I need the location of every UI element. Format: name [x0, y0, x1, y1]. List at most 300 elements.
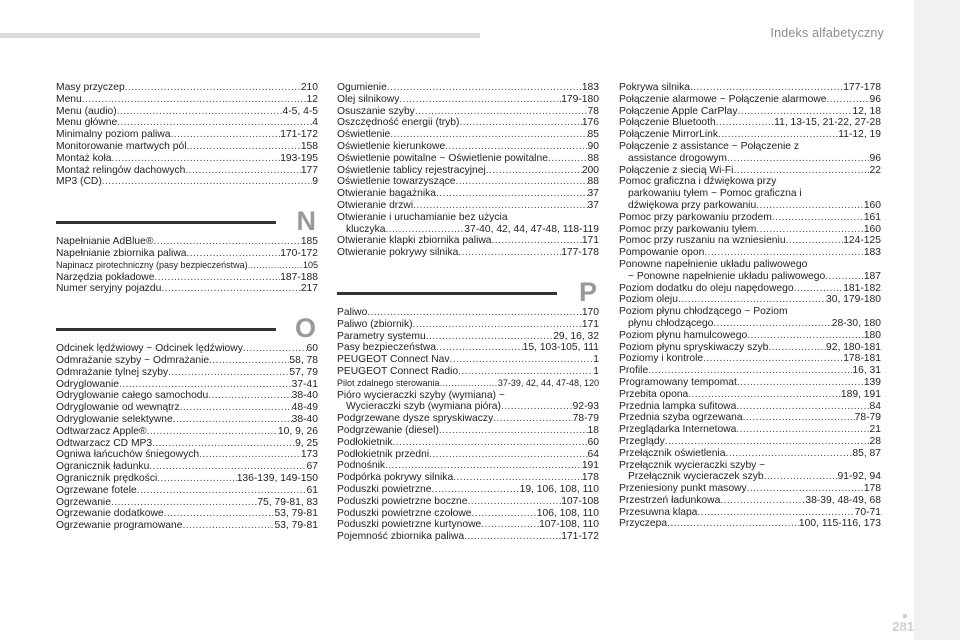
dot-leader — [718, 129, 838, 141]
index-entry-pages: 61 — [306, 484, 318, 496]
index-entry[interactable] — [337, 247, 599, 259]
index-entry[interactable] — [337, 531, 599, 543]
index-entry-pages: 1 — [593, 354, 599, 366]
index-entry-term: Odryglowanie całego samochodu — [56, 390, 209, 402]
index-entry-pages: 191 — [581, 460, 599, 472]
index-entry[interactable] — [337, 82, 599, 94]
index-entry[interactable] — [56, 236, 318, 248]
dot-leader — [786, 235, 844, 247]
index-entry-pages: 210 — [300, 82, 318, 93]
index-entry[interactable] — [56, 260, 318, 272]
index-entry-pages: 160 — [863, 223, 881, 235]
index-entry-term: Odmrażanie szyby ~ Odmrażanie — [56, 354, 210, 366]
index-entry-pages: 12, 18 — [852, 105, 881, 117]
index-entry-term: Montaż koła — [56, 152, 112, 164]
index-entry-term: kluczyka — [346, 223, 386, 235]
index-entry-term: Połączenie alarmowe ~ Połączenie alarmowe — [619, 93, 827, 105]
side-tab — [914, 0, 960, 640]
dot-leader — [727, 153, 870, 165]
index-entry[interactable] — [56, 520, 318, 532]
index-entry-pages: 48-49 — [291, 402, 318, 414]
index-entry-pages: 170-172 — [280, 247, 318, 259]
index-entry[interactable] — [619, 436, 881, 448]
index-entry-pages: 171 — [581, 235, 599, 247]
index-entry[interactable] — [619, 165, 881, 177]
index-entry-pages: 200 — [581, 164, 599, 176]
index-entry-pages: 177-178 — [561, 247, 599, 259]
index-entry-term: Numer seryjny pojazdu — [56, 283, 162, 295]
dot-leader — [426, 331, 553, 343]
index-entry-pages: 136-139, 149-150 — [236, 472, 318, 484]
index-entry[interactable] — [619, 82, 881, 94]
index-entry[interactable] — [337, 425, 599, 437]
index-entry-pages: 78-79 — [854, 412, 881, 424]
index-entry[interactable] — [619, 212, 881, 224]
dot-leader — [756, 224, 863, 236]
index-entry-term: Ogniwa łańcuchów śniegowych — [56, 449, 200, 461]
index-entry-pages: 193-195 — [280, 152, 318, 164]
index-entry[interactable] — [337, 437, 599, 449]
index-column-1 — [56, 82, 318, 532]
index-entry-pages: 179-180 — [561, 93, 599, 105]
section-rule — [337, 292, 557, 295]
index-entry[interactable] — [337, 106, 599, 118]
dot-leader — [756, 200, 864, 212]
index-entry[interactable] — [56, 414, 318, 426]
index-entry-term: Profile — [619, 365, 649, 377]
dot-leader — [548, 153, 588, 165]
index-column-3 — [619, 82, 881, 530]
index-entry-term: Poziom płynu spryskiwaczy szyb — [619, 341, 769, 353]
index-entry-pages: 177 — [300, 164, 318, 176]
index-entry-term: Odcinek lędźwiowy ~ Odcinek lędźwiowy — [56, 343, 243, 355]
index-entry-term: Odmrażanie tylnej szyby — [56, 366, 169, 378]
dot-leader — [445, 141, 587, 153]
dot-leader — [455, 176, 587, 188]
index-entry[interactable] — [619, 330, 881, 342]
index-entry-pages: 187 — [863, 270, 881, 282]
index-entry-pages: 19, 106, 108, 110 — [519, 483, 599, 495]
index-entry[interactable] — [337, 319, 599, 331]
index-entry-pages: 78-79 — [572, 413, 599, 425]
index-entry[interactable] — [619, 483, 881, 495]
index-entry-term: Pomoc przy parkowaniu tyłem — [619, 223, 757, 235]
dot-leader — [125, 82, 301, 94]
index-entry-term: Połączenie MirrorLink — [619, 129, 719, 141]
index-entry-term: Programowany tempomat — [619, 376, 737, 388]
index-entry[interactable] — [337, 200, 599, 212]
dot-leader — [716, 117, 774, 129]
index-entry-term: płynu chłodzącego — [628, 317, 714, 329]
index-entry-term: Oświetlenie kierunkowe — [337, 140, 446, 152]
index-entry-pages: 38-40 — [291, 413, 318, 425]
index-entry[interactable] — [56, 106, 318, 118]
index-entry-term: Otwieranie bagażnika — [337, 188, 437, 200]
index-entry-pages: 78 — [587, 105, 599, 117]
index-entry-pages: 160 — [863, 199, 881, 211]
index-entry-term: Podgrzewanie (diesel) — [337, 424, 439, 436]
index-entry-pages: 37-39, 42, 44, 47-48, 120 — [497, 377, 599, 388]
index-entry-term: PEUGEOT Connect Nav — [337, 354, 450, 366]
dot-leader — [768, 342, 826, 354]
index-entry[interactable] — [337, 141, 599, 153]
index-entry[interactable] — [337, 188, 599, 200]
index-entry[interactable] — [56, 379, 318, 391]
index-entry[interactable] — [619, 283, 881, 295]
index-entry-term: dźwiękowa przy parkowaniu — [628, 199, 757, 211]
index-entry[interactable] — [56, 461, 318, 473]
index-entry-pages: 183 — [863, 247, 881, 259]
index-entry-term: Paliwo (zbiornik) — [337, 318, 413, 330]
index-entry-term: Parametry systemu — [337, 330, 426, 342]
index-entry[interactable] — [56, 141, 318, 153]
index-entry-pages: 60 — [306, 343, 318, 355]
index-entry-pages: 183 — [581, 82, 599, 93]
index-entry[interactable] — [56, 508, 318, 520]
dot-leader — [186, 141, 300, 153]
index-entry[interactable] — [337, 153, 599, 165]
dot-leader — [157, 473, 236, 485]
index-entry[interactable] — [619, 224, 881, 236]
dot-leader — [102, 176, 313, 188]
dot-leader — [464, 531, 561, 543]
index-entry-pages: 178-181 — [843, 353, 881, 365]
index-entry-term: Przełącznik wycieraczek szyb — [628, 471, 764, 483]
index-entry-term: Połączenie Bluetooth — [619, 117, 716, 129]
index-entry-term: Pilot zdalnego sterowania — [337, 377, 440, 388]
dot-leader — [736, 424, 869, 436]
index-entry[interactable] — [337, 484, 599, 496]
index-entry-pages: 22 — [869, 164, 881, 176]
index-entry[interactable] — [619, 235, 881, 247]
index-entry-pages: 53, 79-81 — [274, 508, 318, 520]
index-entry[interactable] — [619, 389, 881, 401]
index-entry-pages: 171-172 — [280, 129, 318, 141]
index-entry[interactable] — [337, 460, 599, 472]
dot-leader — [738, 106, 853, 118]
index-entry-term: Podłokietnik przedni — [337, 448, 430, 460]
dot-leader — [825, 271, 864, 283]
index-entry[interactable] — [619, 153, 881, 165]
index-entry-pages: 9, 25 — [295, 437, 318, 449]
index-entry[interactable] — [337, 401, 599, 413]
dot-leader — [149, 461, 306, 473]
index-entry-term: Pasy bezpieczeństwa — [337, 342, 437, 354]
index-entry-term: Przeglądy — [619, 435, 665, 447]
index-entry[interactable] — [619, 377, 881, 389]
index-entry-term: Poduszki powietrzne boczne — [337, 495, 468, 507]
index-entry[interactable] — [56, 129, 318, 141]
index-entry-pages: 84 — [869, 400, 881, 412]
index-entry[interactable] — [337, 508, 599, 520]
index-entry-pages: 180 — [863, 329, 881, 341]
index-entry[interactable] — [619, 271, 881, 283]
index-entry-pages: 4-5, 4-5 — [282, 105, 318, 117]
dot-leader — [393, 437, 588, 449]
index-entry-heading: Przełącznik wycieraczki szyby ~ — [619, 459, 766, 471]
section-header — [337, 259, 599, 307]
index-entry[interactable] — [56, 283, 318, 295]
index-entry[interactable] — [337, 331, 599, 343]
index-entry[interactable] — [56, 402, 318, 414]
index-entry-pages: 91-92, 94 — [837, 471, 881, 483]
index-entry[interactable] — [619, 412, 881, 424]
index-entry[interactable] — [56, 82, 318, 94]
dot-leader — [725, 448, 852, 460]
section-rule — [56, 221, 276, 224]
index-column-2 — [337, 82, 599, 543]
index-entry-pages: 92, 180-181 — [826, 341, 881, 353]
index-entry-term: Przełącznik oświetlenia — [619, 447, 726, 459]
index-entry[interactable] — [56, 94, 318, 106]
index-entry-pages: 4 — [312, 117, 318, 129]
dot-leader — [648, 365, 852, 377]
dot-leader — [168, 367, 289, 379]
index-entry-pages: 178 — [863, 483, 881, 495]
dot-leader — [697, 507, 854, 519]
index-entry[interactable] — [337, 129, 599, 141]
index-entry-heading: parkowaniu tyłem ~ Pomoc graficzna i — [628, 188, 802, 200]
dot-leader — [385, 224, 464, 236]
dot-leader — [431, 484, 519, 496]
index-entry-term: Ogrzewanie — [56, 496, 111, 508]
index-entry-term: Ogranicznik prędkości — [56, 472, 158, 484]
index-entry-pages: 37-40, 42, 44, 47-48, 118-119 — [464, 223, 599, 235]
dot-leader — [152, 438, 295, 450]
dot-leader — [703, 353, 843, 365]
dot-leader — [161, 283, 301, 295]
index-entry-term: Przednia lampka sufitowa — [619, 400, 737, 412]
index-entry[interactable] — [337, 354, 599, 366]
index-entry[interactable] — [337, 94, 599, 106]
index-entry-pages: 171 — [581, 318, 599, 330]
index-entry-term: PEUGEOT Connect Radio — [337, 365, 459, 377]
index-entry-heading: Ponowne napełnienie układu paliwowego — [619, 258, 808, 270]
index-entry-term: Odryglowanie od wewnątrz — [56, 402, 180, 414]
dot-leader — [453, 472, 582, 484]
index-entry[interactable] — [619, 200, 881, 212]
index-entry-pages: 57, 79 — [289, 366, 318, 378]
dot-leader — [170, 129, 280, 141]
dot-leader — [385, 460, 582, 472]
index-entry[interactable] — [337, 117, 599, 129]
dot-leader — [183, 520, 275, 532]
index-entry[interactable] — [56, 248, 318, 260]
index-entry-pages: 90 — [587, 140, 599, 152]
index-entry[interactable] — [337, 378, 599, 390]
index-entry[interactable] — [337, 307, 599, 319]
index-entry[interactable] — [619, 106, 881, 118]
index-entry[interactable] — [56, 497, 318, 509]
index-entry-term: Otwieranie klapki zbiornika paliwa — [337, 235, 492, 247]
dot-leader — [826, 94, 869, 106]
index-entry-term: Pokrywa silnika — [619, 82, 690, 93]
dot-leader — [208, 390, 291, 402]
index-entry[interactable] — [56, 426, 318, 438]
index-entry-heading: Otwieranie i uruchamianie bez użycia — [337, 211, 508, 223]
index-entry-pages: 37 — [587, 188, 599, 200]
index-entry-pages: 181-182 — [843, 282, 881, 294]
page-marker — [903, 614, 907, 618]
index-entry[interactable] — [337, 496, 599, 508]
dot-leader — [153, 236, 300, 248]
index-entry-term: Paliwo — [337, 306, 368, 318]
index-entry-term: Poziom dodatku do oleju napędowego — [619, 282, 794, 294]
dot-leader — [458, 247, 561, 259]
header-rule — [0, 33, 480, 38]
index-entry[interactable] — [619, 448, 881, 460]
index-entry[interactable] — [619, 471, 881, 483]
index-entry-term: Olej silnikowy — [337, 93, 400, 105]
index-entry-term: Minimalny poziom paliwa — [56, 129, 171, 141]
index-entry-term: Poziom oleju — [619, 294, 678, 306]
index-entry[interactable] — [619, 342, 881, 354]
dot-leader — [367, 307, 581, 319]
page-number: 281 — [892, 619, 914, 634]
index-entry-heading: Poziom płynu chłodzącego ~ Poziom — [619, 306, 788, 318]
index-entry-term: MP3 (CD) — [56, 176, 102, 188]
index-entry-term: Ogranicznik ładunku — [56, 461, 150, 473]
index-entry-term: Poduszki powietrzne kurtynowe — [337, 519, 482, 531]
index-entry[interactable] — [619, 424, 881, 436]
section-rule — [56, 328, 276, 331]
index-entry-term: Napełnianie zbiornika paliwa — [56, 247, 187, 259]
dot-leader — [737, 377, 864, 389]
index-entry-term: Menu główne — [56, 117, 118, 129]
index-entry[interactable] — [337, 472, 599, 484]
dot-leader — [248, 260, 303, 272]
index-entry-term: Menu (audio) — [56, 105, 117, 117]
index-entry-term: Połączenie Apple CarPlay — [619, 105, 738, 117]
index-entry-term: Pomoc przy ruszaniu na wzniesieniu — [619, 235, 786, 247]
index-entry[interactable] — [619, 365, 881, 377]
index-entry[interactable] — [337, 519, 599, 531]
index-entry-pages: 107-108, 110 — [539, 519, 599, 531]
index-entry-pages: 28 — [869, 435, 881, 447]
index-entry[interactable] — [337, 366, 599, 378]
index-entry-pages: 161 — [863, 211, 881, 223]
dot-leader — [468, 496, 562, 508]
dot-leader — [794, 283, 844, 295]
index-entry-pages: 106, 108, 110 — [536, 507, 599, 519]
dot-leader — [688, 389, 841, 401]
index-entry-pages: 177-178 — [843, 82, 881, 93]
dot-leader — [747, 330, 864, 342]
index-entry-term: Narzędzia pokładowe — [56, 271, 155, 283]
index-entry[interactable] — [337, 224, 599, 236]
index-entry[interactable] — [56, 117, 318, 129]
index-entry[interactable] — [619, 507, 881, 519]
index-entry[interactable] — [619, 117, 881, 129]
index-entry-pages: 185 — [300, 236, 318, 248]
index-entry[interactable] — [337, 165, 599, 177]
index-entry[interactable] — [56, 473, 318, 485]
index-entry-pages: 187-188 — [280, 271, 318, 283]
index-entry[interactable] — [56, 355, 318, 367]
dot-leader — [678, 294, 826, 306]
index-entry[interactable] — [56, 272, 318, 284]
index-entry-term: Napinacz pirotechniczny (pasy bezpieczeństwa) — [56, 259, 248, 270]
dot-leader — [486, 165, 582, 177]
dot-leader — [119, 379, 292, 391]
index-entry-pages: 124-125 — [843, 235, 881, 247]
index-entry[interactable] — [619, 495, 881, 507]
index-entry-term: Ogrzewanie dodatkowe — [56, 508, 164, 520]
index-entry-term: Otwieranie pokrywy silnika — [337, 247, 459, 259]
index-entry[interactable] — [337, 342, 599, 354]
index-entry[interactable] — [56, 485, 318, 497]
index-entry[interactable] — [56, 343, 318, 355]
dot-leader — [747, 483, 864, 495]
index-entry[interactable] — [56, 176, 318, 188]
index-entry-term: Menu — [56, 93, 82, 105]
index-entry-term: Przednia szyba ogrzewana — [619, 412, 743, 424]
index-entry-pages: 75, 79-81, 83 — [257, 496, 318, 508]
index-entry[interactable] — [619, 518, 881, 530]
index-entry-pages: 88 — [587, 176, 599, 188]
index-entry[interactable] — [619, 318, 881, 330]
index-entry-term: Przeglądarka Internetowa — [619, 424, 737, 436]
dot-leader — [187, 248, 281, 260]
dot-leader — [147, 426, 278, 438]
index-entry[interactable] — [56, 165, 318, 177]
index-entry[interactable] — [56, 367, 318, 379]
index-entry-term: Podpórka pokrywy silnika — [337, 472, 454, 484]
dot-leader — [117, 117, 312, 129]
index-entry[interactable] — [619, 294, 881, 306]
index-entry[interactable] — [337, 449, 599, 461]
index-entry[interactable] — [56, 390, 318, 402]
dot-leader — [665, 436, 870, 448]
index-entry[interactable] — [619, 129, 881, 141]
dot-leader — [413, 319, 582, 331]
index-entry-term: Oświetlenie powitalne ~ Oświetlenie powitalne — [337, 152, 548, 164]
index-entry-pages: 176 — [581, 117, 599, 129]
index-entry-pages: 18 — [587, 424, 599, 436]
dot-leader — [713, 318, 831, 330]
index-entry[interactable] — [56, 449, 318, 461]
index-entry-term: Pomoc przy parkowaniu przodem — [619, 211, 772, 223]
index-entry[interactable] — [619, 94, 881, 106]
index-entry[interactable] — [337, 413, 599, 425]
dot-leader — [413, 200, 587, 212]
dot-leader — [459, 117, 581, 129]
dot-leader — [117, 106, 283, 118]
dot-leader — [458, 366, 593, 378]
index-entry[interactable] — [56, 438, 318, 450]
index-entry[interactable] — [619, 353, 881, 365]
index-entry-term: Oświetlenie — [337, 129, 391, 141]
index-entry-pages: 88 — [587, 152, 599, 164]
index-entry[interactable] — [337, 235, 599, 247]
dot-leader — [472, 508, 537, 520]
dot-leader — [209, 355, 289, 367]
index-entry-pages: 70-71 — [854, 506, 881, 518]
index-entry-heading: Połączenie z assistance ~ Połączenie z — [619, 140, 800, 152]
dot-leader — [137, 485, 307, 497]
index-entry-pages: 217 — [300, 283, 318, 295]
section-letter: P — [578, 276, 597, 307]
index-entry[interactable] — [56, 153, 318, 165]
index-entry[interactable] — [619, 401, 881, 413]
index-entry-pages: 178 — [581, 472, 599, 484]
index-entry-pages: 170 — [581, 306, 599, 318]
index-entry-pages: 10, 9, 26 — [277, 425, 318, 437]
index-entry[interactable] — [337, 176, 599, 188]
index-entry-term: Osuszanie szyby — [337, 105, 415, 117]
page-title: Indeks alfabetyczny — [770, 26, 884, 40]
index-entry[interactable] — [619, 247, 881, 259]
